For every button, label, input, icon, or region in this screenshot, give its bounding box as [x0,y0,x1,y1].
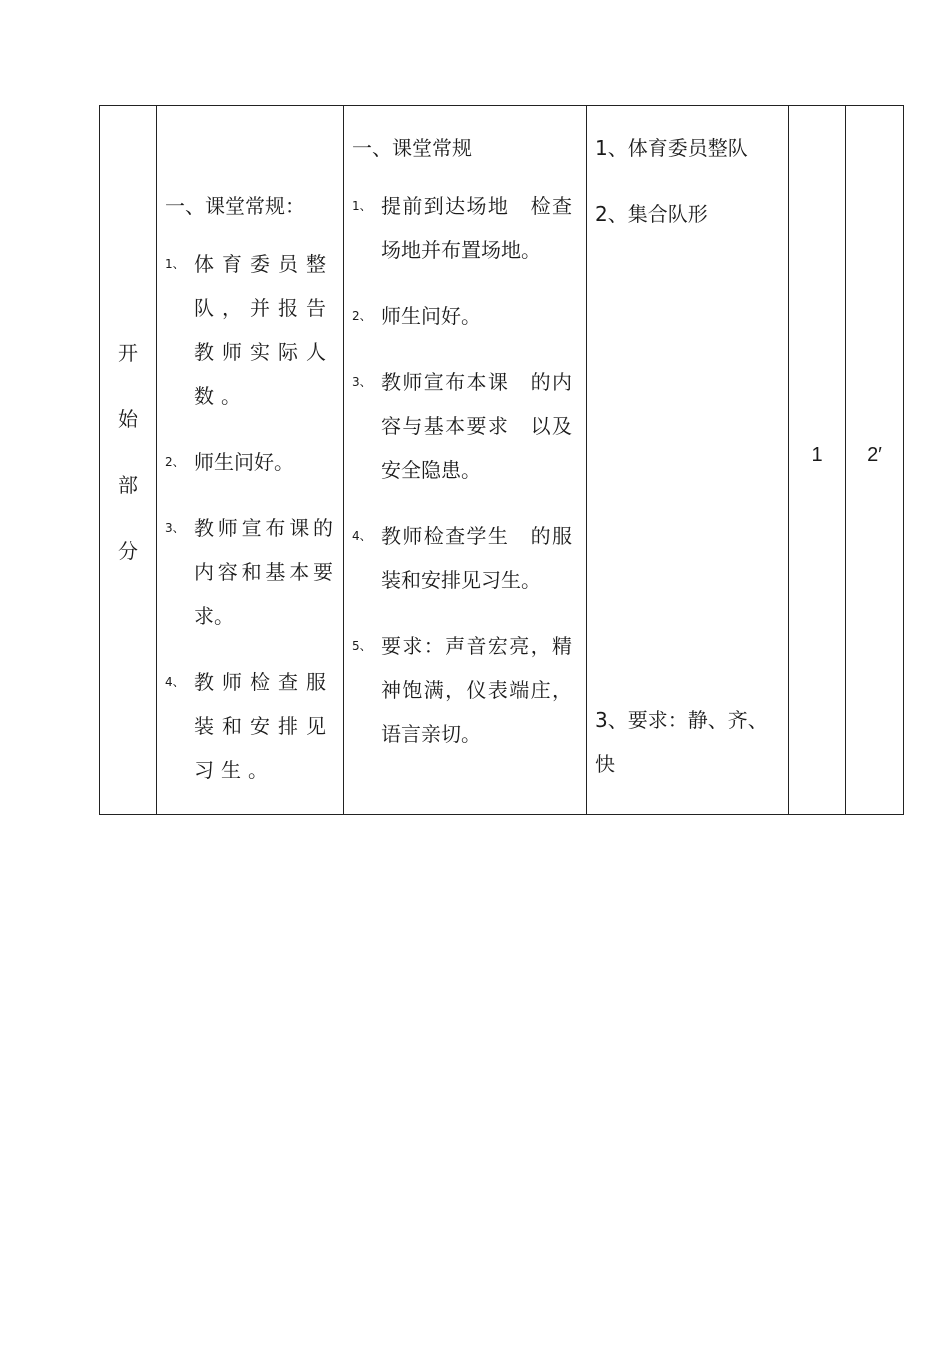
student-line-1: 1、体育委员整队 [595,136,748,160]
teacher-activity-cell [344,106,587,815]
item-text: 提前到达场地 检查场地并布置场地。 [381,194,572,262]
item-text: 教师检查服装和安排见习生。 [194,670,333,782]
time-cell [846,106,904,815]
list-item [165,506,333,638]
list-item [165,242,333,418]
list-item [352,360,572,492]
table-row [100,106,904,815]
item-number: 2、 [352,309,372,323]
item-number: 5、 [352,639,372,653]
time-value: 2′ [867,444,882,466]
list-item [165,440,333,484]
item-number: 1、 [352,199,372,213]
lesson-plan-table [99,105,904,815]
item-number: 1、 [165,257,185,271]
count-cell [789,106,846,815]
content-heading: 一、课堂常规： [165,194,305,218]
item-number: 2、 [165,455,185,469]
item-text: 师生问好。 [194,450,294,474]
list-item [352,514,572,602]
item-number: 3、 [352,375,372,389]
section-cell [100,106,157,815]
list-item [352,624,572,756]
student-line-2: 2、集合队形 [595,202,708,226]
section-label: 开始部分 [118,341,138,563]
item-text: 教师宣布课的内容和基本要求。 [194,516,333,628]
item-number: 3、 [165,521,185,535]
item-text: 要求：声音宏亮，精神饱满，仪表端庄，语言亲切。 [381,634,572,746]
item-text: 教师检查学生 的服装和安排见习生。 [381,524,572,592]
item-number: 4、 [165,675,185,689]
item-text: 教师宣布本课 的内容与基本要求 以及安全隐患。 [381,370,572,482]
item-text: 体育委员整队，并报告教师实际人数。 [194,252,333,408]
list-item [165,660,333,792]
student-requirement: 3、要求：静、齐、快 [595,708,768,776]
list-item [352,294,572,338]
count-value: 1 [811,444,823,466]
student-activity-cell [587,106,789,815]
content-cell [157,106,344,815]
list-item [352,184,572,272]
item-number: 4、 [352,529,372,543]
teacher-heading: 一、课堂常规 [352,136,472,160]
item-text: 师生问好。 [381,304,481,328]
